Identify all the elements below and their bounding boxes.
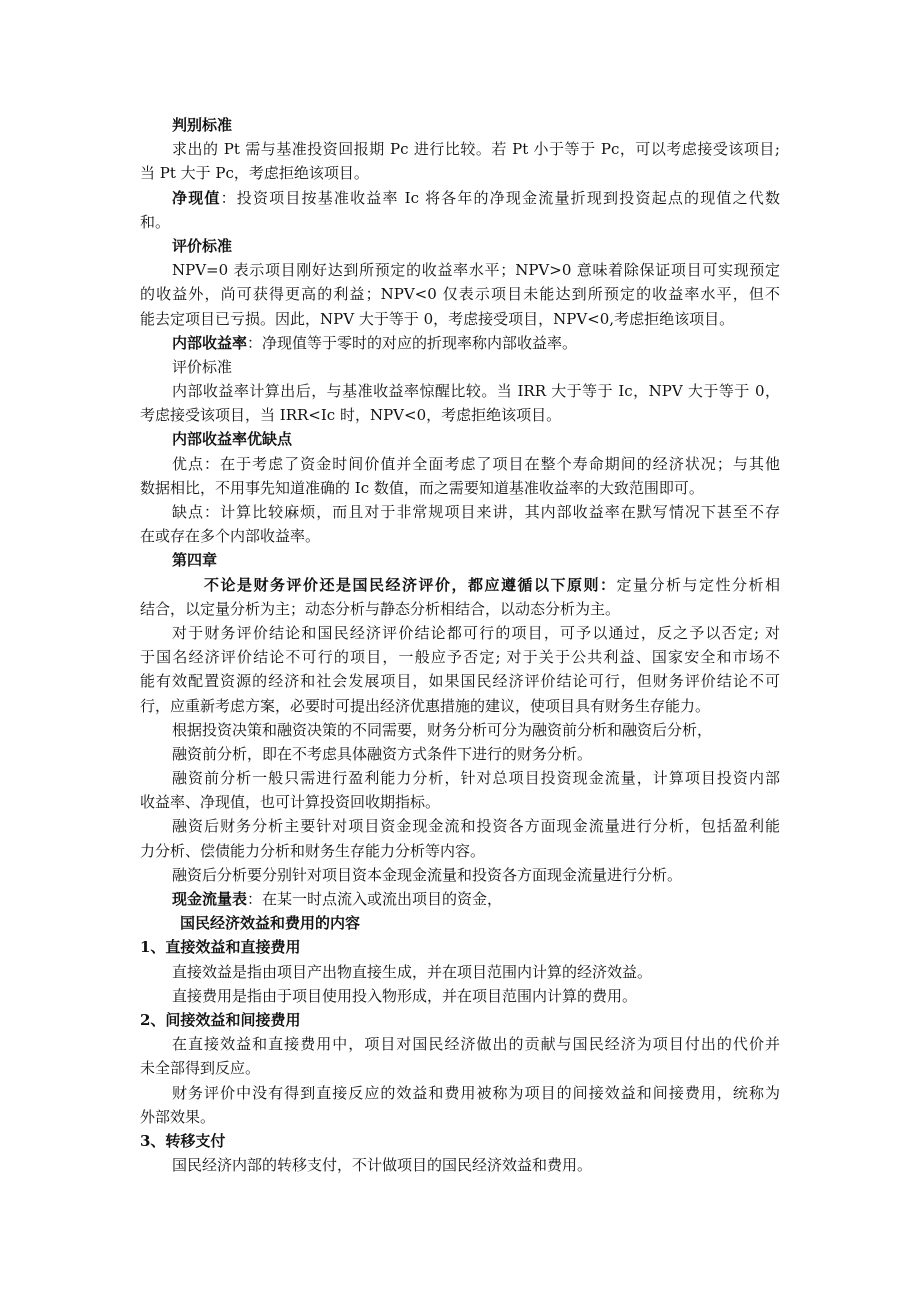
paragraph-line: 于国名经济评价结论不可行的项目，一般应予否定; 对于关于公共利益、国家安全和市场不 [140, 648, 780, 667]
paragraph-line: 缺点：计算比较麻烦，而且对于非常规项目来讲，其内部收益率在默写情况下甚至不存 [172, 503, 780, 521]
irr-definition: ：净现值等于零时的对应的折现率称内部收益率。 [247, 333, 578, 352]
paragraph-line: 的收益外，尚可获得更高的利益；NPV<0 仅表示项目未能达到所预定的收益率水平，但不 [140, 285, 780, 304]
paragraph-line: 融资前分析一般只需进行盈利能力分析，针对总项目投资现金流量，计算项目投资内部 [172, 769, 780, 788]
cashflow-term: 现金流量表 [172, 890, 248, 908]
paragraph-line: 国民经济内部的转移支付，不计做项目的国民经济效益和费用。 [172, 1156, 593, 1175]
list-item-heading: 1、直接效益和直接费用 [140, 938, 301, 957]
heading-national-economy: 国民经济效益和费用的内容 [180, 914, 361, 933]
paragraph-line: 在直接效益和直接费用中，项目对国民经济做出的贡献与国民经济为项目付出的代价并 [172, 1035, 780, 1054]
paragraph-line: 直接费用是指由于项目使用投入物形成，并在项目范围内计算的费用。 [172, 986, 638, 1005]
paragraph-line: 融资前分析，即在不考虑具体融资方式条件下进行的财务分析。 [172, 744, 593, 763]
paragraph-line: 根据投资决策和融资决策的不同需要，财务分析可分为融资前分析和融资后分析， [172, 720, 713, 739]
npv-definition: ：投资项目按基准收益率 Ic 将各年的净现金流量折现到投资起点的现值之代数 [220, 188, 780, 207]
paragraph-line: 外部效果。 [140, 1107, 216, 1126]
paragraph-line: NPV=0 表示项目刚好达到所预定的收益率水平；NPV>0 意味着除保证项目可实现预定 [172, 261, 780, 280]
paragraph-line: 当 Pt 大于 Pc，考虑拒绝该项目。 [140, 164, 369, 183]
heading-irr-pros-cons: 内部收益率优缺点 [172, 430, 293, 449]
paragraph-line: 求出的 Pt 需与基准投资回报期 Pc 进行比较。若 Pt 小于等于 Pc，可以考虑接受该项目; [172, 140, 780, 159]
paragraph-line: 财务评价中没有得到直接反应的效益和费用被称为项目的间接效益和间接费用，统称为 [172, 1083, 780, 1102]
document-body [140, 113, 780, 1177]
paragraph-line: 内部收益率计算出后，与基准收益率惊醒比较。当 IRR 大于等于 Ic，NPV 大于等于 0， [172, 382, 780, 401]
principle-line [140, 573, 780, 597]
chapter-heading: 第四章 [172, 551, 218, 570]
paragraph-line: 未全部得到反应。 [140, 1059, 261, 1078]
heading-irr-evaluation: 评价标准 [172, 357, 233, 376]
cashflow-definition: ：在某一时点流入或流出项目的资金， [247, 890, 503, 908]
npv-term: 净现值 [172, 188, 221, 207]
paragraph-line: 融资后财务分析主要针对项目资金现金流和投资各方面现金流量进行分析，包括盈利能 [172, 817, 780, 836]
paragraph-line: 结合，以定量分析为主；动态分析与静态分析相结合，以动态分析为主。 [140, 599, 621, 618]
paragraph-line: 能去定项目已亏损。因此，NPV 大于等于 0，考虑接受项目，NPV<0,考虑拒绝该项目。 [140, 309, 735, 328]
paragraph-line: 数据相比，不用事先知道准确的 Ic 数值，而之需要知道基准收益率的大致范围即可。 [140, 478, 704, 497]
principle-bold: 不论是财务评价还是国民经济评价，都应遵循以下原则： [204, 575, 617, 594]
list-item-heading: 2、间接效益和间接费用 [140, 1010, 301, 1029]
principle-text: 定量分析与定性分析相 [616, 575, 780, 594]
paragraph-line: 直接效益是指由项目产出物直接生成，并在项目范围内计算的经济效益。 [172, 962, 653, 981]
paragraph-line: 收益率、净现值，也可计算投资回收期指标。 [140, 793, 441, 812]
npv-definition-line [140, 186, 780, 210]
irr-definition-line [140, 331, 780, 355]
paragraph-line: 和。 [140, 212, 171, 231]
paragraph-line: 融资后分析要分别针对项目资本金现金流量和投资各方面现金流量进行分析。 [172, 865, 683, 884]
paragraph-line: 在或存在多个内部收益率。 [140, 527, 321, 546]
paragraph-line: 行，应重新考虑方案，必要时可提出经济优惠措施的建议，使项目具有财务生存能力。 [140, 696, 711, 715]
irr-term: 内部收益率 [172, 333, 248, 352]
paragraph-line: 考虑接受该项目，当 IRR<Ic 时，NPV<0，考虑拒绝该项目。 [140, 406, 562, 425]
paragraph-line: 优点：在于考虑了资金时间价值并全面考虑了项目在整个寿命期间的经济状况；与其他 [172, 454, 780, 473]
paragraph-line: 对于财务评价结论和国民经济评价结论都可行的项目，可予以通过，反之予以否定; 对 [172, 623, 780, 642]
heading-evaluation: 评价标准 [172, 236, 233, 255]
paragraph-line: 能有效配置资源的经济和社会发展项目，如果国民经济评价结论可行，但财务评价结论不可 [140, 672, 780, 691]
heading-criteria: 判别标准 [172, 116, 233, 134]
list-item-heading: 3、转移支付 [140, 1131, 226, 1150]
cashflow-definition-line [140, 887, 780, 911]
paragraph-line: 力分析、偿债能力分析和财务生存能力分析等内容。 [140, 841, 486, 860]
